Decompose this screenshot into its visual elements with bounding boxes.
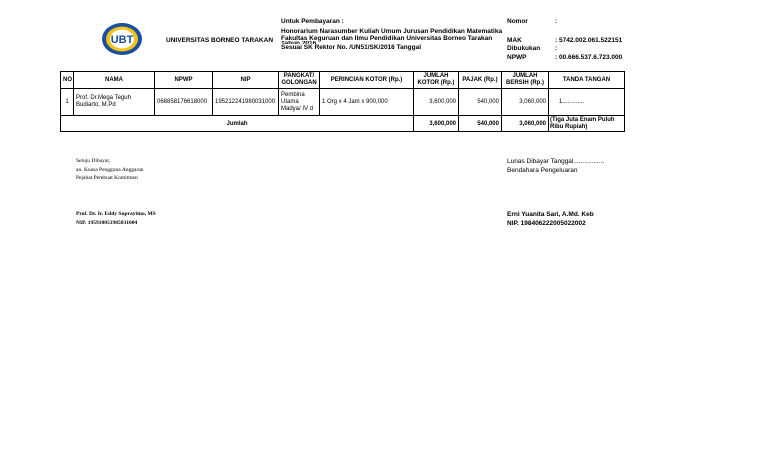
- nomor-label: Nomor: [507, 18, 528, 25]
- cell-no: 1: [61, 89, 74, 116]
- total-jumlah-kotor: 3,600,000: [414, 116, 459, 132]
- total-jumlah-bersih: 3,060,000: [502, 116, 549, 132]
- header-npwp: NPWP: [155, 72, 213, 89]
- cell-perincian: 1 Org x 4 Jam x 900,000: [320, 89, 414, 116]
- cell-nama: Prof. Dr.Mega Teguh Budiarto, M.Pd: [74, 89, 155, 116]
- treasurer-nip: NIP. 198406222005022002: [507, 220, 586, 227]
- npwp-label: NPWP: [507, 54, 527, 61]
- approver-nip: NIP. 195910051985031004: [76, 220, 138, 226]
- cell-pajak: 540,000: [459, 89, 502, 116]
- paid-line2: Bendahara Pengeluaran: [507, 167, 578, 174]
- treasurer-name: Erni Yuanita Sari, A.Md. Keb: [507, 211, 594, 218]
- payment-label: Untuk Pembayaran :: [281, 18, 344, 25]
- university-name: UNIVERSITAS BORNEO TARAKAN: [166, 37, 274, 44]
- header-jumlah-bersih: JUMLAH BERSIH (Rp.): [502, 72, 549, 89]
- cell-jumlah-bersih: 3,060,000: [502, 89, 549, 116]
- payment-table: [60, 71, 625, 132]
- cell-nip: 195212241980031000: [213, 89, 279, 116]
- dibukukan-value: :: [555, 45, 558, 52]
- approve-line2: an. Kuasa Pengguna Anggaran: [76, 167, 144, 173]
- header-tanda-tangan: TANDA TANGAN: [549, 72, 625, 89]
- header-nama: NAMA: [74, 72, 155, 89]
- cell-jumlah-kotor: 3,600,000: [414, 89, 459, 116]
- payment-line2: Fakultas Keguruan dan Ilmu Pendidikan Universitas Borneo Tarakan: [281, 35, 493, 42]
- cell-npwp: 068858176618000: [155, 89, 213, 116]
- university-logo: [101, 22, 143, 56]
- header-pangkat: PANGKAT/ GOLONGAN: [279, 72, 320, 89]
- logo-text: UBT: [110, 34, 134, 46]
- approve-line3: Pejabat Pembuat Komitmen: [76, 175, 138, 181]
- total-label: Jumlah: [61, 116, 414, 132]
- npwp-value: : 00.666.537.6.723.000: [555, 54, 623, 61]
- header-nip: NIP: [213, 72, 279, 89]
- payment-line1: Honorarium Narasumber Kuliah Umum Jurusan Pendidikan Matematika: [281, 28, 503, 35]
- total-pajak: 540,000: [459, 116, 502, 132]
- cell-pangkat: Pembina Utama Madya/ IV d: [279, 89, 320, 116]
- header-jumlah-kotor: JUMLAH KOTOR (Rp.): [414, 72, 459, 89]
- approve-line1: Setuju Dibayar,: [76, 158, 111, 164]
- dibukukan-label: Dibukukan: [507, 45, 541, 52]
- approver-name: Prof. Dr. Ir. Eddy Suprayitno, MS: [76, 211, 156, 217]
- sk-line: Sesuai SK Rektor No. /UN51/SK/2016 Tanggal: [281, 44, 422, 51]
- table-header-row: [61, 72, 625, 89]
- mak-label: MAK: [507, 37, 522, 44]
- table-row: [61, 89, 625, 116]
- nomor-value: :: [555, 18, 558, 25]
- total-row: [61, 116, 625, 132]
- cell-tanda-tangan: 1.............: [549, 89, 625, 116]
- total-terbilang: (Tiga Juta Enam Puluh Ribu Rupiah): [549, 116, 625, 132]
- paid-line1: Lunas Dibayar Tanggal.................: [507, 158, 605, 165]
- header-pajak: PAJAK (Rp.): [459, 72, 502, 89]
- mak-value: : 5742.002.061.522151: [555, 37, 623, 44]
- header-perincian: PERINCIAN KOTOR (Rp.): [320, 72, 414, 89]
- header-no: NO: [61, 72, 74, 89]
